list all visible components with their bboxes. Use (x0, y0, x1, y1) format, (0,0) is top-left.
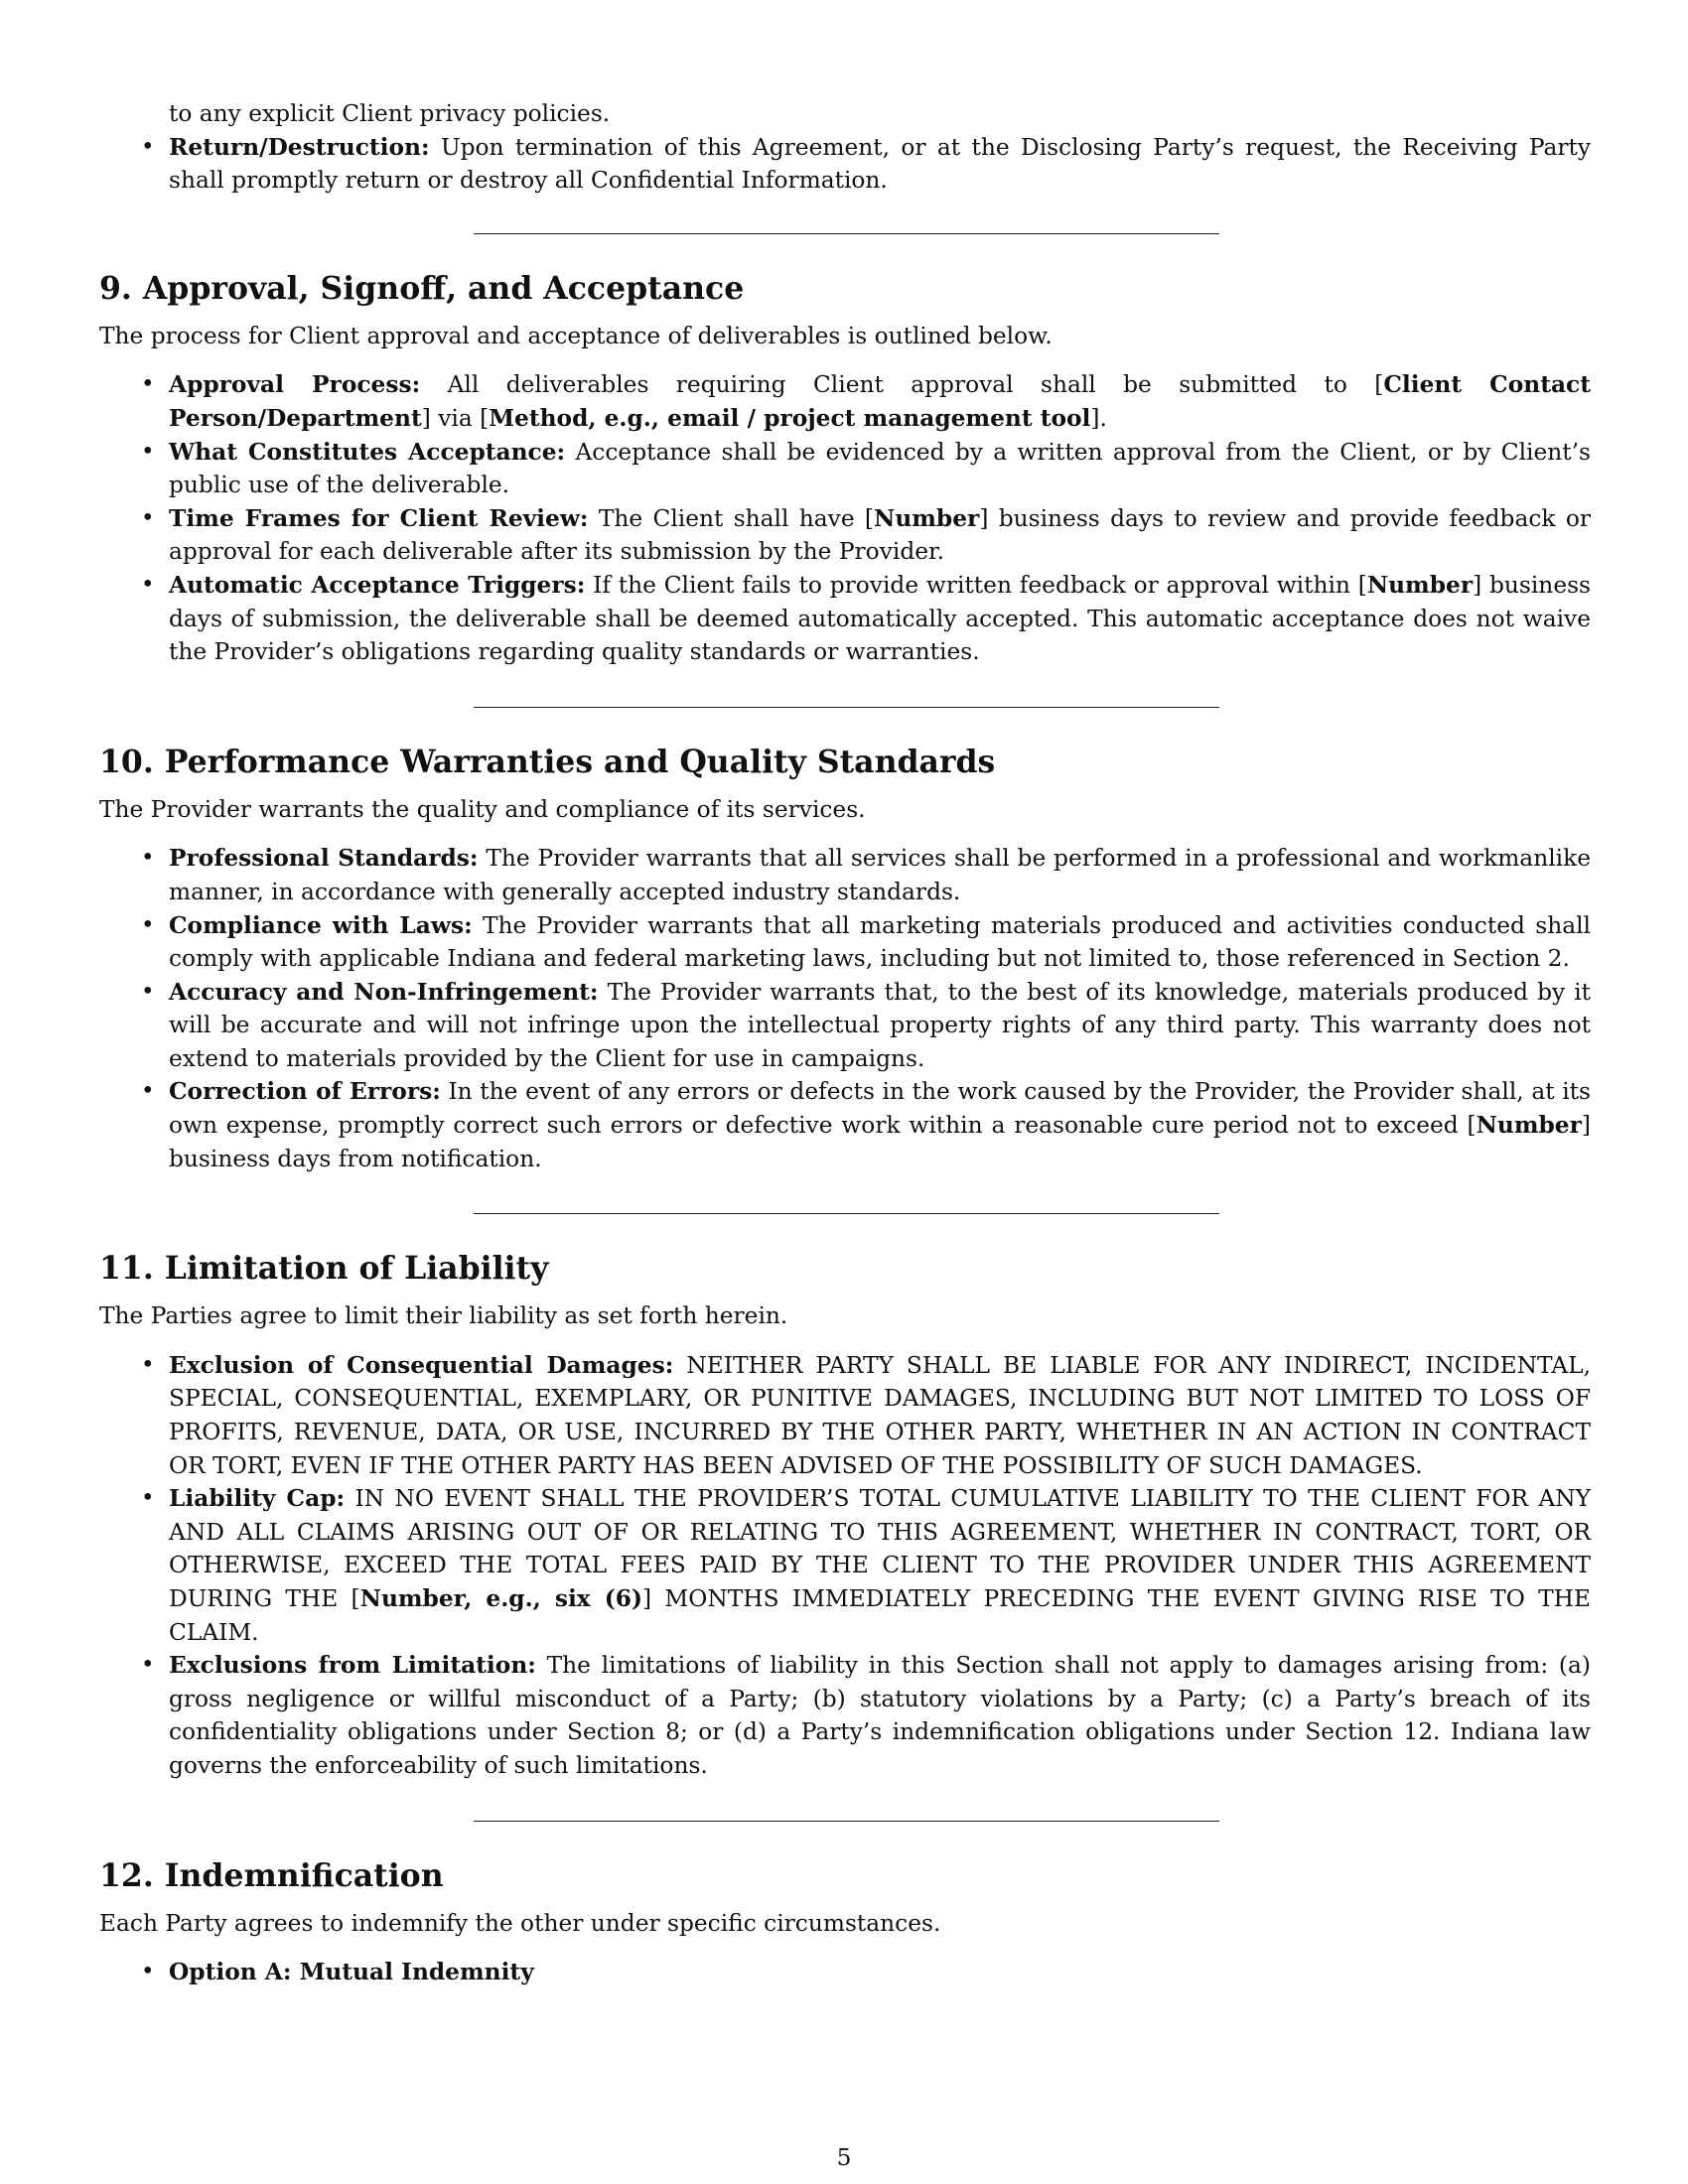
list-item-label: Time Frames for Client Review: (169, 504, 589, 532)
section-divider (474, 1213, 1219, 1214)
list-item (99, 1956, 1591, 1989)
bullet-icon: • (141, 504, 155, 531)
list-item-label: Professional Standards: (169, 845, 479, 873)
list-item-text: The Provider warrants that all marketing materials produced and activities conducted shall comply with applicable Indiana and federal marketing laws, including but not limited to, those referenced in Section 2. (169, 911, 1591, 973)
section-divider (474, 233, 1219, 234)
list-item-text: ] MONTHS IMMEDIATELY PRECEDING THE EVENT GIVING RISE TO THE CLAIM. (169, 1585, 1591, 1646)
section-heading-9: 9. Approval, Signoff, and Acceptance (99, 269, 745, 307)
section-heading-11: 11. Limitation of Liability (99, 1250, 549, 1288)
bullet-icon: • (141, 1485, 155, 1512)
list-item-label: Liability Cap: (169, 1485, 346, 1513)
confidentiality-list-continued (99, 97, 1591, 198)
section-intro: Each Party agrees to indemnify the other under specific circumstances. (99, 1909, 941, 1937)
section-intro: The Parties agree to limit their liability as set forth herein. (99, 1302, 788, 1330)
bullet-icon: • (141, 978, 155, 1005)
placeholder-text: Number (1366, 571, 1474, 599)
list-item (99, 842, 1591, 908)
list-item (99, 368, 1591, 435)
list-item-text: ] business days of submission, the deliverable shall be deemed automatically accepted. This automatic acceptance does not waive the Provider’s obligations regarding quality standards or warranties. (169, 571, 1592, 666)
list-item-text: Upon termination of this Agreement, or at the Disclosing Party’s request, the Receiving Party shall promptly return or destroy all Confidential Information. (169, 133, 1592, 195)
bullet-icon: • (141, 1652, 155, 1679)
list-item (99, 976, 1591, 1076)
bullet-icon: • (141, 911, 155, 938)
list-item-label: Correction of Errors: (169, 1078, 441, 1106)
list-item-text: The Client shall have [ (598, 504, 875, 532)
section-intro: The process for Client approval and acceptance of deliverables is outlined below. (99, 322, 1053, 349)
list-item-label: Approval Process: (169, 371, 421, 399)
list-item-text: If the Client fails to provide written feedback or approval within [ (593, 571, 1367, 599)
section-heading-10: 10. Performance Warranties and Quality Standards (99, 743, 996, 780)
placeholder-text: Number, e.g., six (6) (359, 1585, 642, 1612)
placeholder-text: Number (874, 504, 980, 532)
page-content (99, 97, 1591, 1989)
list-item-text: All deliverables requiring Client approval shall be submitted to [ (447, 371, 1384, 399)
list-item-text: Acceptance shall be evidenced by a written approval from the Client, or by Client’s public use of the deliverable. (169, 438, 1591, 499)
list-item-text: ] business days to review and provide feedback or approval for each deliverable after its submission by the Provider. (169, 504, 1592, 566)
bullet-icon: • (141, 133, 155, 160)
section-heading-12: 12. Indemnification (99, 1856, 444, 1894)
list-item-label: Return/Destruction: (169, 133, 430, 161)
section-divider (474, 1821, 1219, 1822)
bullet-icon: • (141, 845, 155, 872)
bullet-icon: • (141, 1078, 155, 1105)
list-item-label: Option A: Mutual Indemnity (169, 1959, 534, 1986)
list-item-text: ] via [ (421, 404, 490, 432)
list-item-label: Compliance with Laws: (169, 911, 473, 939)
bullet-icon: • (141, 371, 155, 398)
list-item-text: The limitations of liability in this Section shall not apply to damages arising from: (a) gross negligence or willful misconduct of a Party; (b) statutory violations by a Party; (c) a Party’s breach of its confidentiality obligations under Section 8; or (d) a Party’s indemnification obligations under Section 12. Indiana law governs the enforceability of such limitations. (169, 1652, 1591, 1779)
section-9-list (99, 368, 1591, 668)
list-item (99, 909, 1591, 976)
list-item (99, 569, 1591, 669)
list-item (99, 1349, 1591, 1482)
list-item-label: Exclusion of Consequential Damages: (169, 1351, 674, 1379)
list-item-label: Exclusions from Limitation: (169, 1652, 536, 1680)
page-number: 5 (836, 2144, 852, 2171)
list-item (99, 502, 1591, 569)
bullet-icon: • (141, 1959, 155, 1985)
section-divider (474, 707, 1219, 708)
section-intro: The Provider warrants the quality and compliance of its services. (99, 795, 866, 823)
section-11-list (99, 1349, 1591, 1783)
list-item-label: Automatic Acceptance Triggers: (169, 571, 586, 599)
section-10-list (99, 842, 1591, 1175)
list-item-text: NEITHER PARTY SHALL BE LIABLE FOR ANY INDIRECT, INCIDENTAL, SPECIAL, CONSEQUENTIAL, EXEMPLARY, OR PUNITIVE DAMAGES, INCLUDING BUT NOT LIMITED TO LOSS OF PROFITS, REVENUE, DATA, OR USE, INCURRED BY THE OTHER PARTY, WHETHER IN AN ACTION IN CONTRACT OR TORT, EVEN IF THE OTHER PARTY HAS BEEN ADVISED OF THE POSSIBILITY OF SUCH DAMAGES. (169, 1351, 1591, 1479)
placeholder-text: Client Contact Person/Department (169, 371, 1592, 432)
list-item-label: What Constitutes Acceptance: (169, 438, 566, 466)
list-item-text: ] business days from notification. (169, 1112, 1591, 1172)
list-item (99, 1649, 1591, 1782)
list-item (99, 436, 1591, 502)
placeholder-text: Number (1476, 1112, 1582, 1140)
bullet-icon: • (141, 1351, 155, 1378)
list-item-text: to any explicit Client privacy policies. (169, 100, 611, 127)
list-item (99, 131, 1591, 198)
bullet-icon: • (141, 571, 155, 598)
list-item-text: The Provider warrants that, to the best of its knowledge, materials produced by it will be accurate and will not infringe upon the intellectual property rights of any third party. This warranty does not extend to materials provided by the Client for use in campaigns. (169, 978, 1592, 1072)
list-item (99, 97, 1591, 131)
section-12-list (99, 1956, 1591, 1989)
list-item-label: Accuracy and Non-Infringement: (169, 978, 599, 1006)
list-item-text: IN NO EVENT SHALL THE PROVIDER’S TOTAL CUMULATIVE LIABILITY TO THE CLIENT FOR ANY AND ALL CLAIMS ARISING OUT OF OR RELATING TO THIS AGREEMENT, WHETHER IN CONTRACT, TORT, OR OTHERWISE, EXCEED THE TOTAL FEES PAID BY THE CLIENT TO THE PROVIDER UNDER THIS AGREEMENT DURING THE [ (169, 1485, 1591, 1612)
list-item-text: The Provider warrants that all services shall be performed in a professional and workmanlike manner, in accordance with generally accepted industry standards. (169, 845, 1592, 905)
list-item (99, 1075, 1591, 1175)
list-item-text: In the event of any errors or defects in the work caused by the Provider, the Provider shall, at its own expense, promptly correct such errors or defective work within a reasonable cure period not to exceed [ (169, 1078, 1591, 1140)
bullet-icon: • (141, 438, 155, 465)
placeholder-text: Method, e.g., email / project management tool (489, 404, 1091, 432)
list-item-text: ]. (1090, 404, 1107, 432)
list-item (99, 1482, 1591, 1649)
